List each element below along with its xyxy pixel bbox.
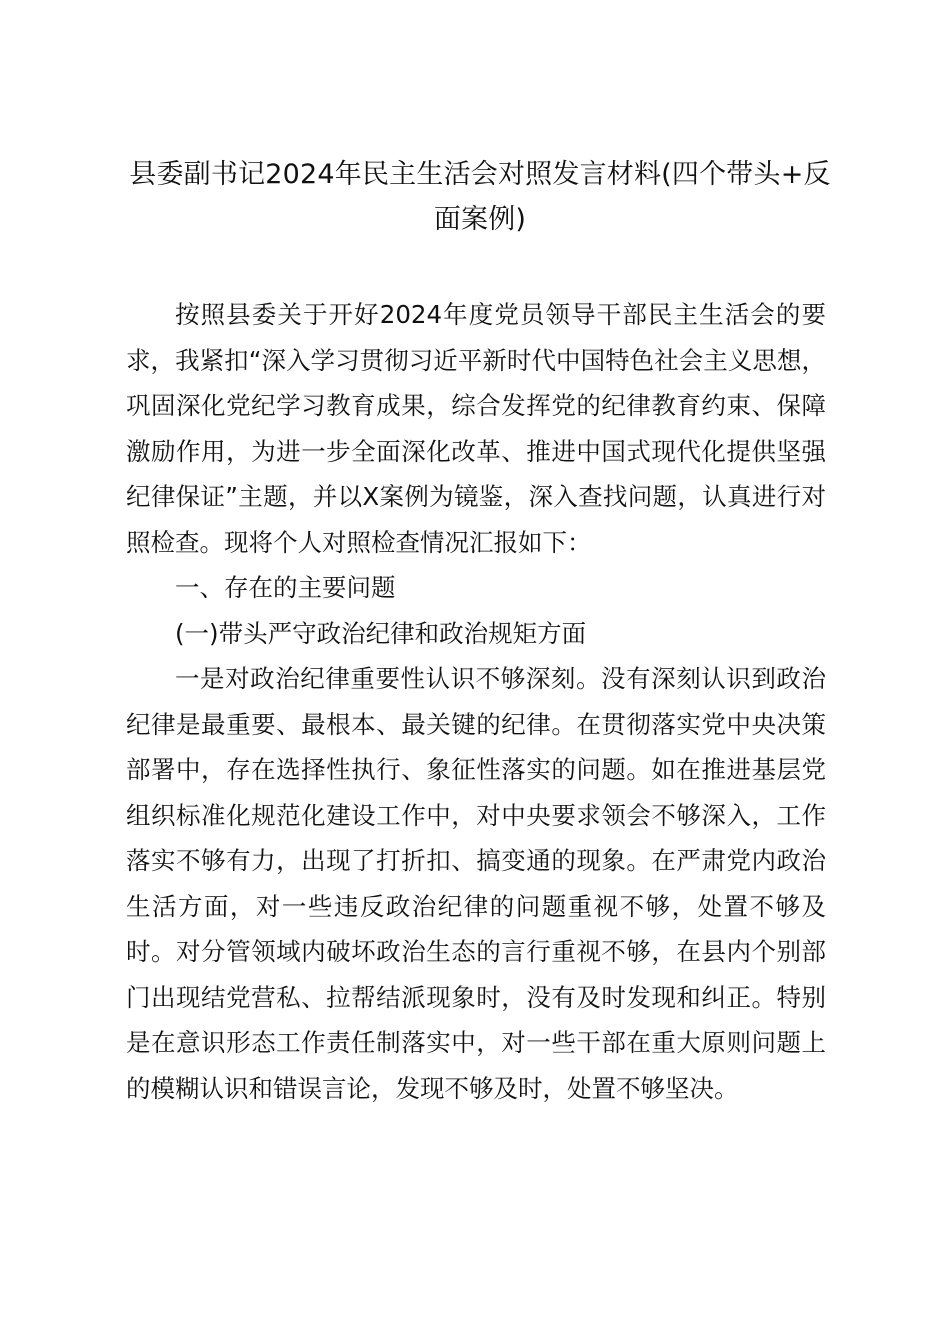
document-body	[126, 292, 826, 1111]
subsection-heading: (一)带头严守政治纪律和政治规矩方面	[175, 618, 587, 648]
document-title: 县委副书记2024年民主生活会对照发言材料(四个带头+反面案例)	[129, 159, 831, 235]
body-paragraph: 一是对政治纪律重要性认识不够深刻。没有深刻认识到政治纪律是最重要、最根本、最关键的纪律。在贯彻落实党中央决策部署中，存在选择性执行、象征性落实的问题。如在推进基层党组织标准化规范化建设工作中，对中央要求领会不够深入，工作落实不够有力，出现了打折扣、搞变通的现象。在严肃党内政治生活方面，对一些违反政治纪律的问题重视不够，处置不够及时。对分管领域内破坏政治生态的言行重视不够，在县内个别部门出现结党营私、拉帮结派现象时，没有及时发现和纠正。特别是在意识形态工作责任制落实中，对一些干部在重大原则问题上的模糊认识和错误言论，发现不够及时，处置不够坚决。	[126, 664, 826, 1103]
intro-paragraph: 按照县委关于开好2024年度党员领导干部民主生活会的要求，我紧扣“深入学习贯彻习近平新时代中国特色社会主义思想，巩固深化党纪学习教育成果，综合发挥党的纪律教育约束、保障激励作用，为进一步全面深化改革、推进中国式现代化提供坚强纪律保证”主题，并以X案例为镜鉴，深入查找问题，认真进行对照检查。现将个人对照检查情况汇报如下：	[126, 300, 826, 557]
section-heading: 一、存在的主要问题	[175, 573, 396, 602]
